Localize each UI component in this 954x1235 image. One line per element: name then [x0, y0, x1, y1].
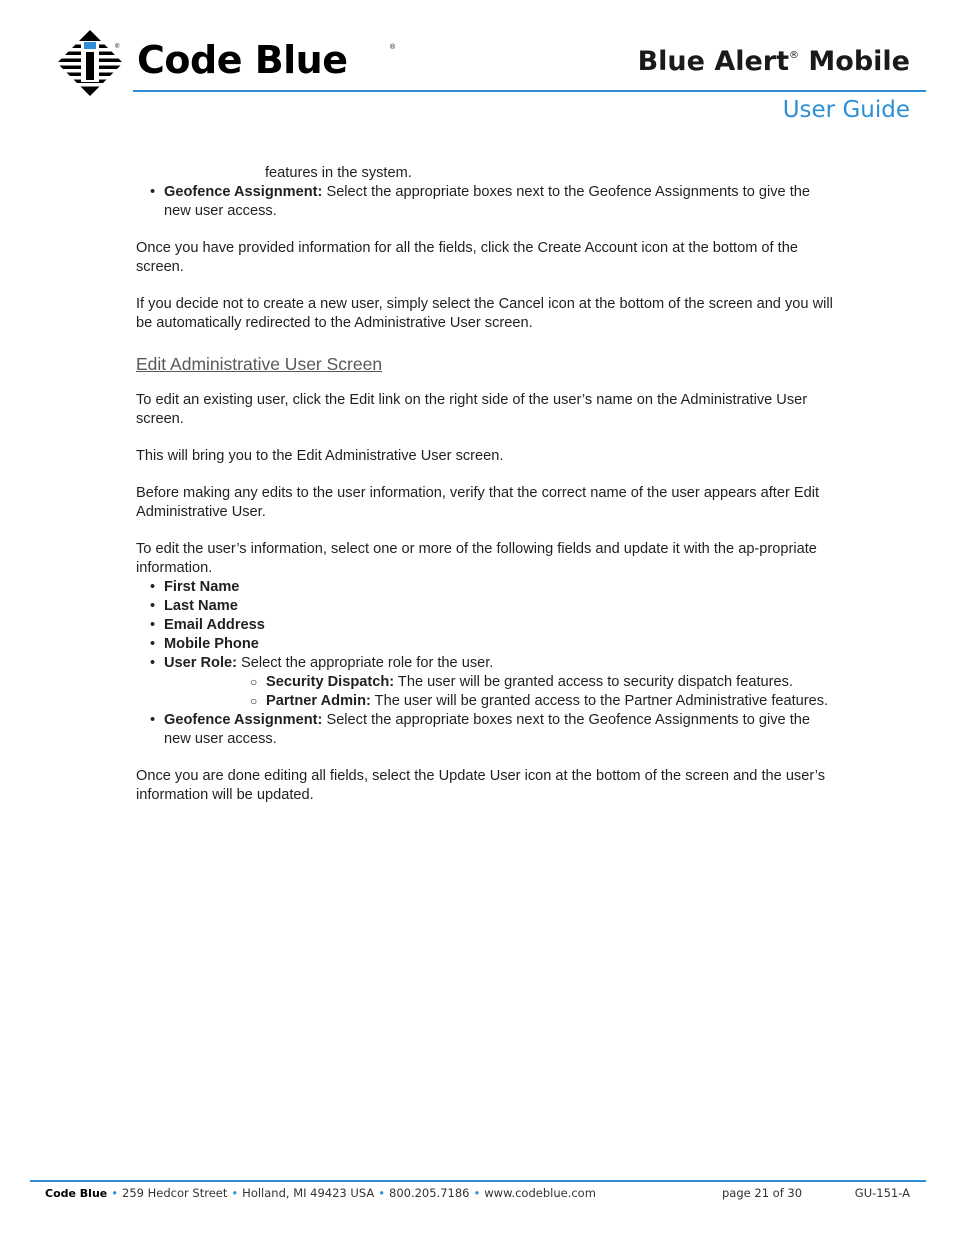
header-rule: [133, 90, 926, 92]
paragraph: If you decide not to create a new user, simply select the Cancel icon at the bottom of the screen and you will be automatically redirected to the Administrative User screen.: [136, 296, 833, 331]
footer-website-link[interactable]: www.codeblue.com: [484, 1186, 596, 1200]
section-heading: Edit Administrative User Screen: [136, 354, 383, 374]
bullet-label: Email Address: [164, 617, 265, 633]
bullet-label: User Role:: [164, 655, 237, 671]
document-title-suffix: Mobile: [799, 46, 910, 77]
footer-city: Holland, MI 49423 USA: [242, 1186, 375, 1200]
separator-dot: •: [111, 1186, 119, 1200]
list-item: [150, 183, 836, 221]
logo-registered-mark: ®: [390, 44, 396, 51]
list-item: [150, 616, 836, 635]
code-blue-emblem-icon: [55, 28, 125, 98]
list-item: [150, 578, 836, 597]
list-item: [150, 711, 836, 749]
paragraph: This will bring you to the Edit Administrative User screen.: [136, 448, 504, 464]
sub-bullet-text: The user will be granted access to the Partner Administrative features.: [370, 693, 829, 709]
list-item: [250, 673, 836, 692]
bullet-label: Mobile Phone: [164, 636, 259, 652]
bullet-label: Last Name: [164, 598, 238, 614]
footer-phone: 800.205.7186: [389, 1186, 470, 1200]
document-title-registered-mark: ®: [789, 50, 800, 61]
footer-contact: [45, 1186, 596, 1200]
top-bullet-list: [136, 183, 836, 221]
footer-address: 259 Hedcor Street: [122, 1186, 228, 1200]
page-content: [136, 164, 836, 805]
list-item: [250, 692, 836, 711]
role-sub-list: [164, 673, 836, 711]
sub-bullet-label: Security Dispatch:: [266, 674, 395, 690]
bullet-label: Geofence Assignment:: [164, 712, 323, 728]
bullet-text: Select the appropriate role for the user.: [237, 655, 494, 671]
document-title: [638, 46, 910, 77]
bullet-text: Select the appropriate boxes next to the Geofence Assignments to give the new user access.: [164, 184, 810, 219]
sub-bullet-text: The user will be granted access to security dispatch features.: [394, 674, 793, 690]
logo-wordmark: Code Blue: [137, 38, 348, 82]
paragraph: To edit the user’s information, select one or more of the following fields and update it with the ap-propriate information.: [136, 541, 817, 576]
document-id: GU-151-A: [854, 1186, 910, 1200]
paragraph: Once you have provided information for all the fields, click the Create Account icon at the bottom of the screen.: [136, 240, 798, 275]
separator-dot: •: [473, 1186, 481, 1200]
page-number: page 21 of 30: [722, 1186, 803, 1200]
bullet-label: Geofence Assignment:: [164, 184, 323, 200]
code-blue-logo: [55, 28, 400, 98]
document-title-main: Blue Alert: [637, 46, 790, 77]
footer-rule: [30, 1180, 926, 1182]
list-item: [150, 597, 836, 616]
separator-dot: •: [231, 1186, 239, 1200]
list-item: [150, 654, 836, 711]
document-subtitle: User Guide: [782, 97, 910, 123]
footer-brand: Code Blue: [45, 1187, 108, 1200]
paragraph: To edit an existing user, click the Edit link on the right side of the user’s name on the Administrative User screen.: [136, 392, 808, 427]
sub-bullet-label: Partner Admin:: [266, 693, 371, 709]
field-bullet-list: [136, 578, 836, 749]
paragraph: Before making any edits to the user information, verify that the correct name of the user appears after Edit Administrative User.: [136, 485, 820, 520]
list-item: [150, 635, 836, 654]
bullet-label: First Name: [164, 579, 240, 595]
bullet-text: Select the appropriate boxes next to the Geofence Assignments to give the new user access.: [164, 712, 810, 747]
continued-line: features in the system.: [265, 165, 412, 181]
paragraph: Once you are done editing all fields, select the Update User icon at the bottom of the screen and the user’s information will be updated.: [136, 768, 826, 803]
separator-dot: •: [378, 1186, 385, 1200]
logo-emblem-registered-mark: ®: [115, 44, 120, 50]
